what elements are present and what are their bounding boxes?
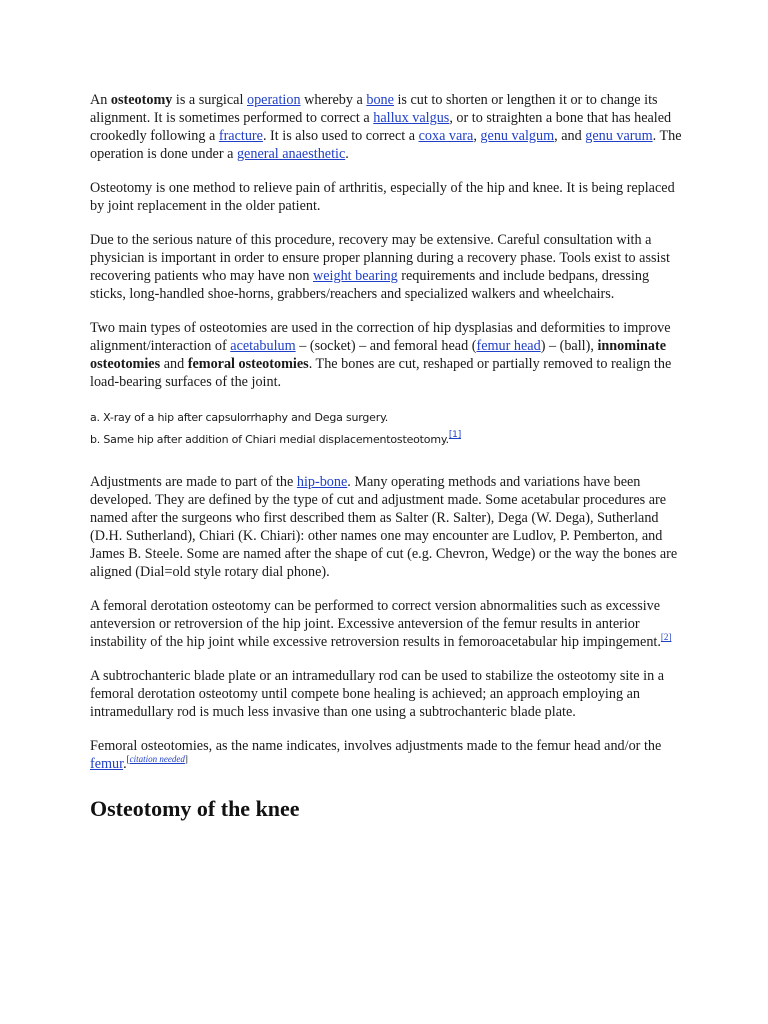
term-osteotomy: osteotomy: [110, 92, 173, 108]
caption-text: b. Same hip after addition of Chiari medial displacementosteotomy.: [90, 433, 449, 446]
text-run: , and: [554, 128, 586, 144]
paragraph-femoral: [90, 737, 682, 773]
text-run: An: [90, 92, 111, 108]
text-run: . The bones are cut, reshaped or partially removed to realign the load-bearing surfaces of the joint.: [90, 356, 672, 390]
link-hip-bone[interactable]: hip-bone: [296, 474, 348, 490]
link-genu-valgum[interactable]: genu valgum: [480, 128, 555, 144]
link-operation[interactable]: operation: [246, 92, 301, 108]
link-femur-head[interactable]: femur head: [476, 338, 541, 354]
paragraph-types: [90, 319, 682, 391]
caption-line-b: [90, 429, 682, 451]
paragraph-recovery: [90, 231, 682, 303]
bracket: ]: [184, 754, 188, 764]
text-run: . It is also used to correct a: [262, 128, 419, 144]
bracket: [: [126, 754, 130, 764]
link-bone[interactable]: bone: [366, 92, 394, 108]
text-run: is cut to shorten or lengthen it or to change its alignment. It is sometimes performed to correct a: [90, 92, 658, 126]
link-fracture[interactable]: fracture: [218, 128, 263, 144]
figure-caption: [90, 407, 682, 451]
text-run: Two main types of osteotomies are used in the correction of hip dysplasias and deformities to improve alignment/interaction of: [90, 320, 671, 354]
text-run: Due to the serious nature of this procedure, recovery may be extensive. Careful consultation with a physician is important in order to ensure proper planning during a recovery phase. Tools exist to assist recovering patients who may have non: [90, 232, 670, 284]
text-run: ) – (ball),: [540, 338, 598, 354]
link-weight-bearing[interactable]: weight bearing: [313, 268, 398, 284]
paragraph-intro: [90, 91, 682, 163]
text-run: . The operation is done under a: [90, 128, 682, 162]
text-run: ,: [473, 128, 481, 144]
paragraph-derotation: [90, 597, 682, 651]
paragraph-stabilization: A subtrochanteric blade plate or an intramedullary rod can be used to stabilize the osteotomy site in a femoral derotation osteotomy until compete bone healing is achieved; an approach employing an intramedullary rod is much less invasive than one using a subtrochanteric blade plate.: [90, 668, 665, 720]
link-hallux-valgus[interactable]: hallux valgus: [373, 110, 450, 126]
link-reference-2[interactable]: [2]: [660, 632, 672, 642]
text-run: Adjustments are made to part of the: [90, 474, 297, 490]
term-innominate-osteotomies: innominate osteotomies: [90, 338, 667, 372]
paragraph-adjustments: [90, 473, 682, 581]
paragraph-arthritis: Osteotomy is one method to relieve pain of arthritis, especially of the hip and knee. It is being replaced by joint replacement in the older patient.: [90, 180, 675, 214]
text-run: requirements and include bedpans, dressing sticks, long-handled shoe-horns, grabbers/reachers and specialized walkers and wheelchairs.: [90, 268, 650, 302]
text-run: and: [160, 356, 188, 372]
link-genu-varum[interactable]: genu varum: [585, 128, 653, 144]
caption-line-a: a. X-ray of a hip after capsulorrhaphy and Dega surgery.: [90, 411, 389, 424]
citation-needed: [127, 754, 188, 764]
reference-2: [661, 632, 672, 642]
term-femoral-osteotomies: femoral osteotomies: [187, 356, 309, 372]
link-acetabulum[interactable]: acetabulum: [230, 338, 296, 354]
text-run: .: [123, 756, 127, 772]
link-femur[interactable]: femur: [90, 756, 124, 772]
text-run: – (socket) – and femoral head (: [295, 338, 477, 354]
link-general-anaesthetic[interactable]: general anaesthetic: [236, 146, 346, 162]
link-coxa-vara[interactable]: coxa vara: [418, 128, 474, 144]
text-run: , or to straighten a bone that has healed crookedly following a: [90, 110, 672, 144]
text-run: whereby a: [300, 92, 367, 108]
link-citation-needed[interactable]: citation needed: [129, 754, 185, 764]
text-run: A femoral derotation osteotomy can be performed to correct version abnormalities such as excessive anteversion or retroversion of the hip joint. Excessive anteversion of the femur results in anterior instability of the hip joint while excessive retroversion results in femoroacetabular hip impingement.: [90, 598, 661, 650]
section-heading: Osteotomy of the knee: [90, 796, 300, 821]
text-run: . Many operating methods and variations have been developed. They are defined by the type of cut and adjustment made. Some acetabular procedures are named after the surgeons who first described them as Salter (R. Salter), Dega (W. Dega), Sutherland (D.H. Sutherland), Chiari (K. Chiari): other names one may encounter are Ludlov, P. Pemberton, and James B. Steele. Some are named after the shape of cut (e.g. Chevron, Wedge) or the way the bones are aligned (Dial=old style rotary dial phone).: [90, 474, 678, 580]
link-reference-1[interactable]: [1]: [448, 430, 462, 440]
reference-1: [449, 430, 461, 440]
text-run: is a surgical: [172, 92, 247, 108]
article-body: [90, 91, 682, 823]
text-run: .: [345, 146, 349, 162]
text-run: Femoral osteotomies, as the name indicates, involves adjustments made to the femur head and/or the: [90, 738, 662, 754]
